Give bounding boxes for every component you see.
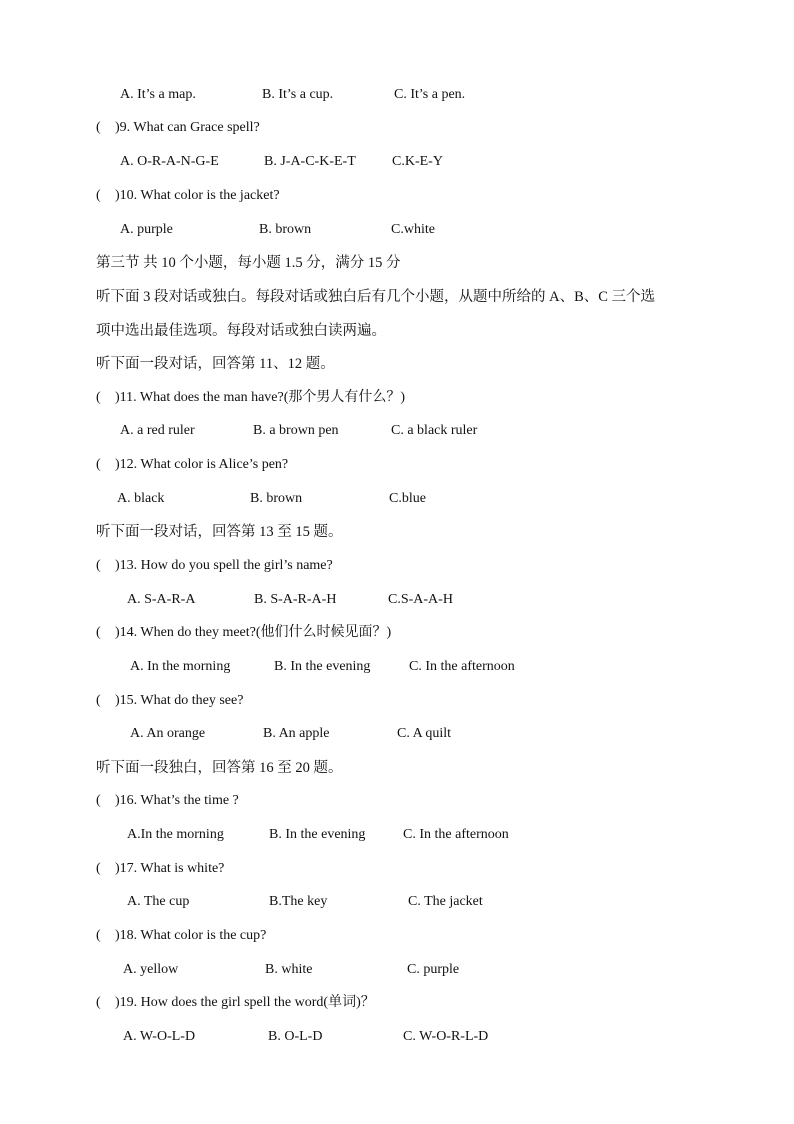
answer-option-a: A. purple <box>120 222 173 237</box>
answer-option-b: B.The key <box>269 894 328 909</box>
answer-option-c: C. W-O-R-L-D <box>403 1029 489 1044</box>
question-text: )11. What does the man have?(那个男人有什么？) <box>115 390 406 405</box>
question-line <box>96 186 280 206</box>
answer-option-c: C. In the afternoon <box>409 659 515 674</box>
answer-options-row <box>0 892 794 912</box>
question-line <box>96 623 391 643</box>
question-text: )14. When do they meet?(他们什么时候见面？) <box>115 625 392 640</box>
answer-blank: ( <box>96 457 101 472</box>
question-text: )10. What color is the jacket? <box>115 188 280 203</box>
answer-option-b: B. a brown pen <box>253 423 339 438</box>
section-instruction: 听下面一段对话，回答第 13 至 15 题。 <box>96 524 343 540</box>
answer-options-row <box>0 657 794 677</box>
answer-options-row <box>0 724 794 744</box>
answer-option-c: C.S-A-A-H <box>388 592 453 607</box>
answer-options-row <box>0 220 794 240</box>
question-line <box>96 993 375 1013</box>
answer-option-b: B. An apple <box>263 726 330 741</box>
answer-option-b: B. In the evening <box>269 827 366 842</box>
answer-option-b: B. S-A-R-A-H <box>254 592 337 607</box>
answer-option-a: A. S-A-R-A <box>127 592 196 607</box>
question-text: )18. What color is the cup? <box>115 928 267 943</box>
answer-option-c: C. In the afternoon <box>403 827 509 842</box>
section-instruction: 听下面一段独白，回答第 16 至 20 题。 <box>96 760 343 776</box>
section-instruction: 听下面一段对话，回答第 11、12 题。 <box>96 356 335 372</box>
answer-option-a: A. W-O-L-D <box>123 1029 196 1044</box>
question-line <box>96 556 333 576</box>
answer-option-c: C. The jacket <box>408 894 483 909</box>
question-line <box>96 691 243 711</box>
answer-option-c: C. A quilt <box>397 726 452 741</box>
question-text: )12. What color is Alice’s pen? <box>115 457 289 472</box>
question-text: )19. How does the girl spell the word(单词)？ <box>115 995 375 1010</box>
answer-option-b: B. brown <box>259 222 312 237</box>
question-line <box>96 926 266 946</box>
question-text: )17. What is white? <box>115 861 225 876</box>
answer-option-a: A. a red ruler <box>120 423 195 438</box>
answer-option-a: A. In the morning <box>130 659 231 674</box>
answer-option-a: A. black <box>117 491 165 506</box>
answer-blank: ( <box>96 390 101 405</box>
section-instruction: 项中选出最佳选项。每段对话或独白读两遍。 <box>96 323 386 339</box>
answer-option-b: B. J-A-C-K-E-T <box>264 154 356 169</box>
answer-option-a: A. It’s a map. <box>120 87 196 102</box>
answer-option-c: C. a black ruler <box>391 423 478 438</box>
answer-options-row <box>0 152 794 172</box>
answer-option-c: C.white <box>391 222 435 237</box>
question-line <box>96 455 288 475</box>
answer-option-a: A. yellow <box>123 962 179 977</box>
answer-options-row <box>0 489 794 509</box>
answer-option-a: A. An orange <box>130 726 206 741</box>
question-text: )15. What do they see? <box>115 693 244 708</box>
answer-options-row <box>0 85 794 105</box>
answer-blank: ( <box>96 793 101 808</box>
answer-options-row <box>0 825 794 845</box>
answer-options-row <box>0 1027 794 1047</box>
answer-blank: ( <box>96 558 101 573</box>
answer-option-a: A. O-R-A-N-G-E <box>120 154 219 169</box>
answer-blank: ( <box>96 120 101 135</box>
answer-blank: ( <box>96 928 101 943</box>
answer-option-b: B. O-L-D <box>268 1029 323 1044</box>
question-text: )13. How do you spell the girl’s name? <box>115 558 333 573</box>
answer-option-c: C.K-E-Y <box>392 154 443 169</box>
answer-options-row <box>0 590 794 610</box>
answer-option-a: A.In the morning <box>127 827 224 842</box>
answer-option-a: A. The cup <box>127 894 190 909</box>
answer-option-c: C.blue <box>389 491 426 506</box>
question-line <box>96 791 239 811</box>
question-text: )16. What’s the time ? <box>115 793 239 808</box>
answer-option-c: C. purple <box>407 962 460 977</box>
answer-blank: ( <box>96 188 101 203</box>
section-instruction: 第三节 共 10 个小题，每小题 1.5 分，满分 15 分 <box>96 255 401 271</box>
question-line <box>96 388 405 408</box>
answer-option-b: B. white <box>265 962 313 977</box>
question-text: )9. What can Grace spell? <box>115 120 260 135</box>
answer-options-row <box>0 960 794 980</box>
question-line <box>96 859 224 879</box>
answer-options-row <box>0 421 794 441</box>
answer-blank: ( <box>96 693 101 708</box>
answer-option-b: B. It’s a cup. <box>262 87 334 102</box>
answer-blank: ( <box>96 861 101 876</box>
question-line <box>96 118 260 138</box>
answer-option-b: B. In the evening <box>274 659 371 674</box>
answer-option-c: C. It’s a pen. <box>394 87 466 102</box>
answer-option-b: B. brown <box>250 491 303 506</box>
answer-blank: ( <box>96 995 101 1010</box>
section-instruction: 听下面 3 段对话或独白。每段对话或独白后有几个小题，从题中所给的 A、B、C 三个选 <box>96 289 656 305</box>
answer-blank: ( <box>96 625 101 640</box>
